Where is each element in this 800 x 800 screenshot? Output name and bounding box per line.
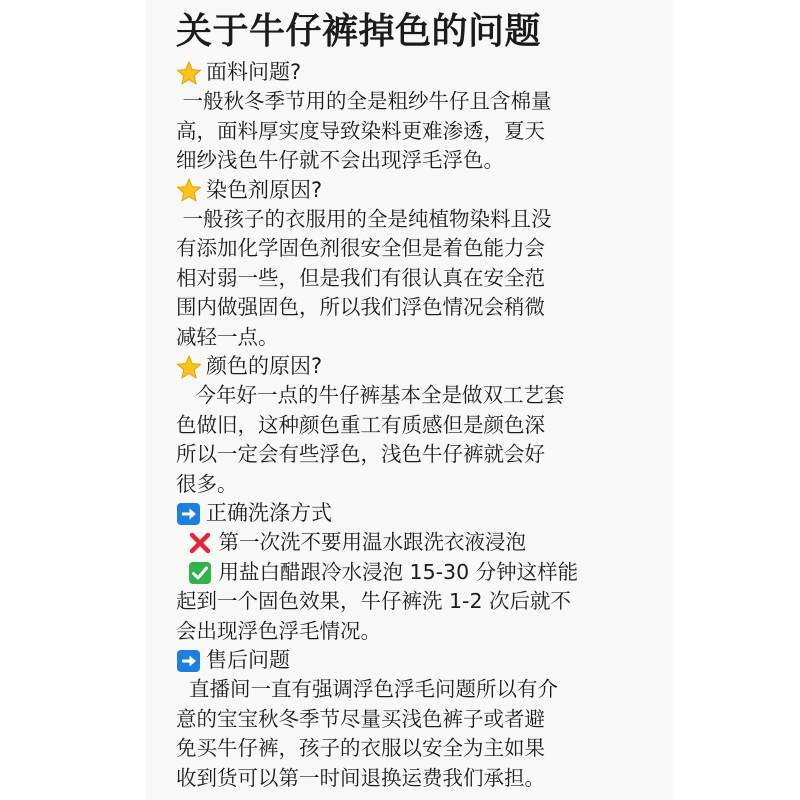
paragraph xyxy=(176,381,646,499)
paragraph xyxy=(176,205,646,353)
do-text: 起到一个固色效果，牛仔裤洗 1-2 次后就不 xyxy=(176,589,572,613)
do-item xyxy=(176,558,646,647)
paragraph-line: 色做旧，这种颜色重工有质感但是颜色深 xyxy=(176,412,545,437)
do-text: 会出现浮色浮毛情况。 xyxy=(176,618,381,643)
section-washing xyxy=(176,499,646,646)
paragraph xyxy=(176,675,646,793)
paragraph-line: 有添加化学固色剂很安全但是着色能力会 xyxy=(176,236,545,260)
section-heading xyxy=(176,176,646,205)
dont-text: 第一次洗不要用温水跟洗衣液浸泡 xyxy=(218,530,527,554)
paragraph-line: 免买牛仔裤，孩子的衣服以安全为主如果 xyxy=(176,736,545,760)
dont-item xyxy=(176,528,646,558)
paragraph-line: 直播间一直有强调浮色浮毛问题所以有介 xyxy=(176,677,559,701)
right-arrow-icon xyxy=(176,649,202,673)
section-heading xyxy=(176,58,646,87)
paragraph-line: 所以一定会有些浮色，浅色牛仔裤就会好 xyxy=(176,442,545,466)
paragraph-line: 意的宝宝秋冬季节尽量买浅色裤子或者避 xyxy=(176,706,545,731)
section-heading xyxy=(176,352,646,381)
section-heading xyxy=(176,646,646,675)
paragraph-line: 高，面料厚实度导致染料更难渗透，夏天 xyxy=(176,118,545,143)
section-aftersale xyxy=(176,646,646,793)
paragraph xyxy=(176,87,646,176)
star-icon xyxy=(176,355,202,379)
article xyxy=(176,8,646,793)
section-dye xyxy=(176,176,646,353)
paragraph-line: 相对弱一些，但是我们有很认真在安全范 xyxy=(176,265,545,290)
heading-text: 染色剂原因? xyxy=(206,177,323,202)
heading-text: 面料问题? xyxy=(206,60,302,84)
heading-text: 颜色的原因? xyxy=(206,354,323,378)
paragraph-line: 细纱浅色牛仔就不会出现浮毛浮色。 xyxy=(176,148,504,172)
paragraph-line: 今年好一点的牛仔裤基本全是做双工艺套 xyxy=(176,383,565,407)
section-fabric xyxy=(176,58,646,176)
heading-text: 售后问题 xyxy=(206,648,290,672)
paragraph-line: 收到货可以第一时间退换运费我们承担。 xyxy=(176,765,545,790)
paragraph-line: 围内做强固色，所以我们浮色情况会稍微 xyxy=(176,295,545,319)
star-icon xyxy=(176,178,202,202)
cross-icon xyxy=(188,532,212,554)
paragraph-line: 一般秋冬季节用的全是粗纱牛仔且含棉量 xyxy=(176,89,552,113)
star-icon xyxy=(176,61,202,85)
do-text: 用盐白醋跟冷水浸泡 15-30 分钟这样能 xyxy=(218,559,579,584)
paragraph-line: 一般孩子的衣服用的全是纯植物染料且没 xyxy=(176,206,552,231)
checkmark-icon xyxy=(188,562,212,584)
section-heading xyxy=(176,499,646,528)
page-title: 关于牛仔裤掉色的问题 xyxy=(176,11,542,52)
heading-text: 正确洗涤方式 xyxy=(206,501,332,525)
right-arrow-icon xyxy=(176,502,202,526)
paragraph-line: 减轻一点。 xyxy=(176,324,279,349)
paragraph-line: 很多。 xyxy=(176,471,238,496)
section-color xyxy=(176,352,646,499)
